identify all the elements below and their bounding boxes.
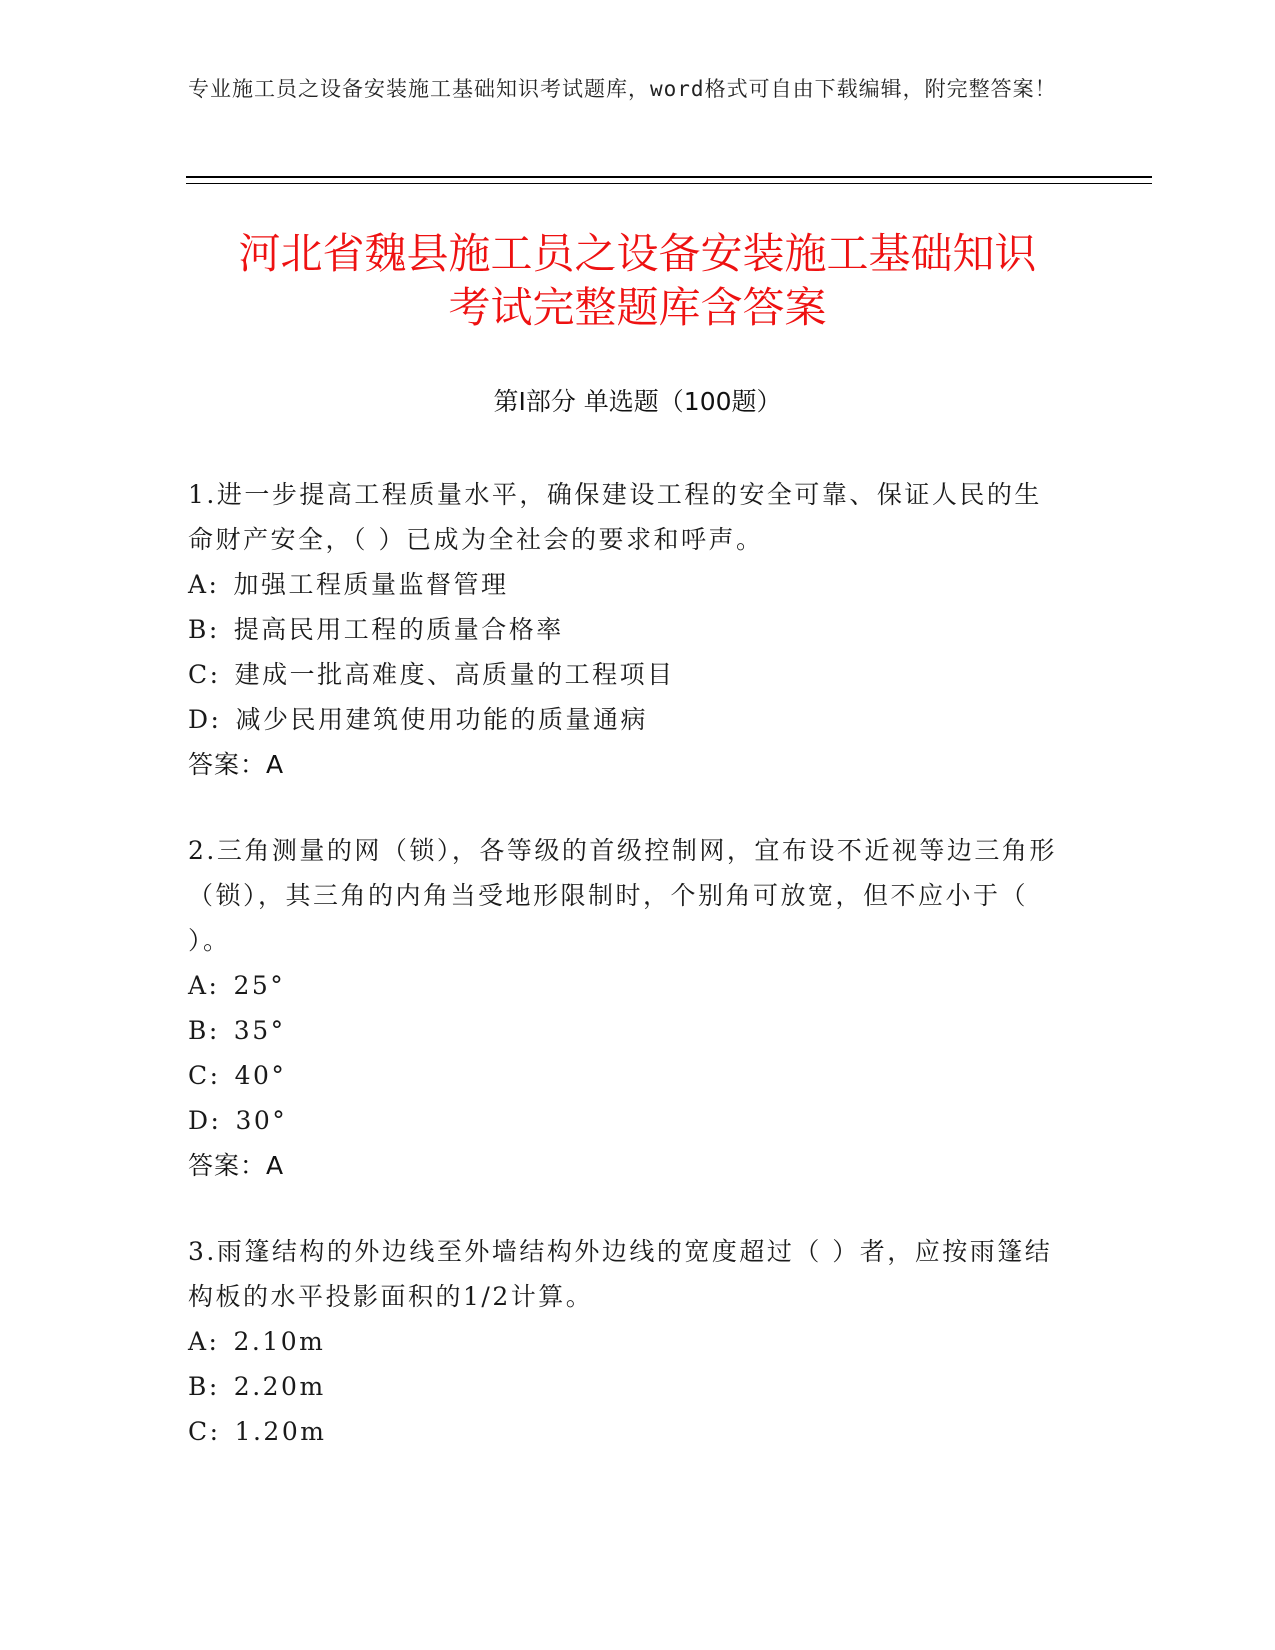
option-key: B: <box>188 1016 220 1045</box>
option-key: C: <box>188 1061 221 1090</box>
question-3 <box>188 1229 1068 1454</box>
header-divider-thick <box>186 176 1152 178</box>
question-stem: 3.雨篷结构的外边线至外墙结构外边线的宽度超过（ ）者，应按雨篷结构板的水平投影面积的1/2计算。 <box>188 1237 1053 1311</box>
option-b <box>188 1008 1068 1053</box>
option-key: C: <box>188 1417 221 1446</box>
option-key: D: <box>188 1106 222 1135</box>
answer-line: 答案：A <box>188 750 285 779</box>
option-key: B: <box>188 1372 220 1401</box>
answer-line: 答案：A <box>188 1151 285 1180</box>
header-divider-thin <box>186 183 1152 184</box>
option-c <box>188 1053 1068 1098</box>
option-text: 1.20m <box>234 1417 327 1446</box>
option-a <box>188 1319 1068 1364</box>
option-text: 2.20m <box>233 1372 326 1401</box>
option-text: 35° <box>233 1016 286 1045</box>
question-list <box>188 472 1068 1495</box>
option-text: 40° <box>234 1061 287 1090</box>
option-text: 减少民用建筑使用功能的质量通病 <box>235 705 648 734</box>
option-c <box>188 1409 1068 1454</box>
document-title <box>150 227 1125 335</box>
option-text: 30° <box>235 1106 288 1135</box>
document-title-line-2: 考试完整题库含答案 <box>448 283 827 332</box>
option-b <box>188 1364 1068 1409</box>
option-key: A: <box>188 971 220 1000</box>
option-text: 建成一批高难度、高质量的工程项目 <box>234 660 675 689</box>
section-heading: 第Ⅰ部分 单选题（100题） <box>493 387 782 416</box>
option-c <box>188 652 1068 697</box>
option-text: 提高民用工程的质量合格率 <box>233 615 564 644</box>
question-stem: 2.三角测量的网（锁），各等级的首级控制网，宜布设不近视等边三角形（锁），其三角的内角当受地形限制时，个别角可放宽，但不应小于（ ）。 <box>188 836 1057 955</box>
option-key: A: <box>188 1327 220 1356</box>
option-key: A: <box>188 570 220 599</box>
option-text: 加强工程质量监督管理 <box>233 570 509 599</box>
option-a <box>188 963 1068 1008</box>
document-title-line-1: 河北省魏县施工员之设备安装施工基础知识 <box>238 229 1037 278</box>
option-text: 2.10m <box>233 1327 326 1356</box>
question-2 <box>188 828 1068 1188</box>
option-d <box>188 1098 1068 1143</box>
option-d <box>188 697 1068 742</box>
header-note: 专业施工员之设备安装施工基础知识考试题库，word格式可自由下载编辑，附完整答案！ <box>188 77 1057 101</box>
option-b <box>188 607 1068 652</box>
question-1 <box>188 472 1068 787</box>
option-a <box>188 562 1068 607</box>
question-stem: 1.进一步提高工程质量水平，确保建设工程的安全可靠、保证人民的生命财产安全，（ ）已成为全社会的要求和呼声。 <box>188 480 1042 554</box>
option-key: D: <box>188 705 222 734</box>
option-key: B: <box>188 615 220 644</box>
option-key: C: <box>188 660 221 689</box>
option-text: 25° <box>233 971 286 1000</box>
